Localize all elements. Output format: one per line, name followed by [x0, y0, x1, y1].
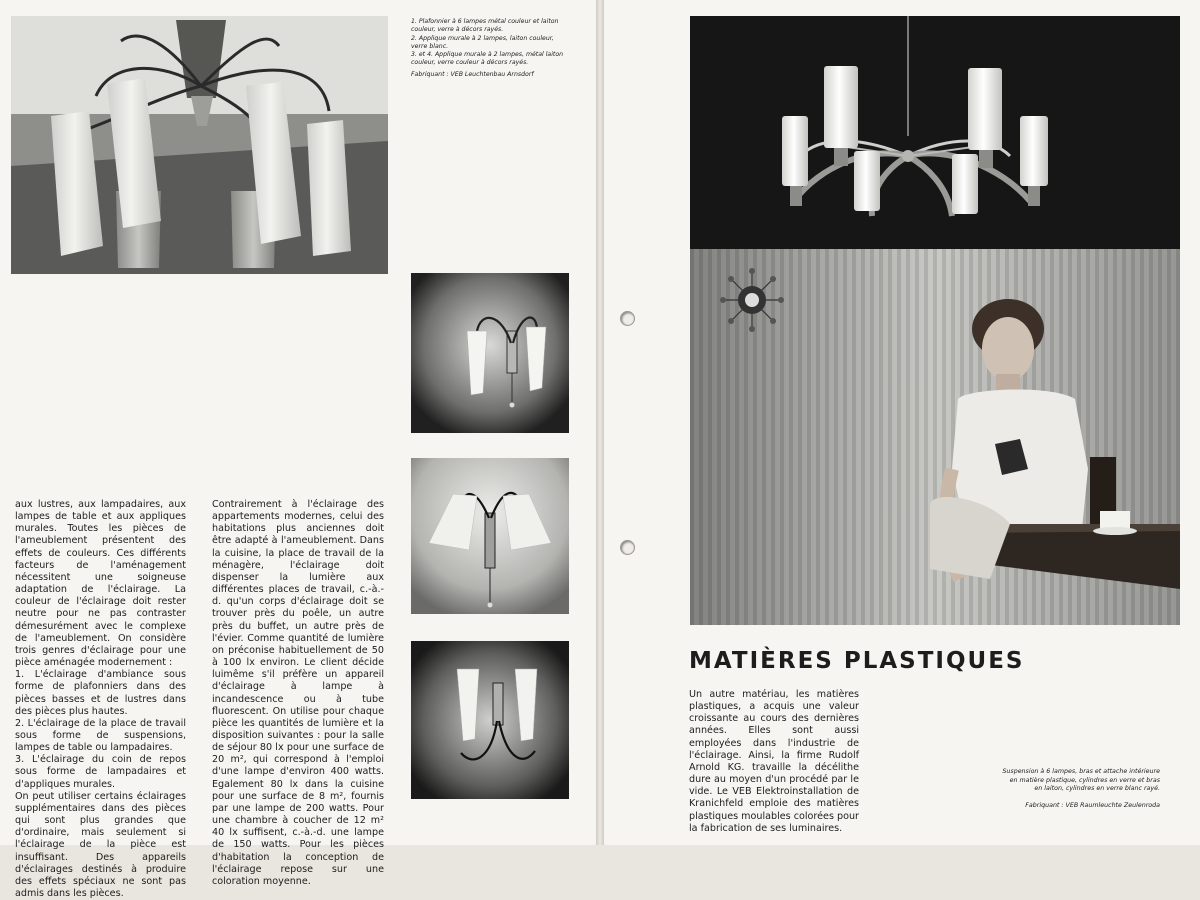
body-column-1-para-5: On peut utiliser certains éclairages supplémentaires dans des pièces qui sont plus grandes que d'ordinaire, mais seulement si l'éclairage de la pièce est insuffisant. Des appareils d'éclairages destinés à produire des effets spéciaux ne sont pas admis dans les pièces. [15, 790, 186, 899]
ceiling-lamp-photo [11, 16, 388, 274]
body-column-1-para-2: 1. L'éclairage d'ambiance sous forme de plafonniers dans des pièces basses et de lustres dans des pièces plus hautes. [15, 669, 186, 717]
caption-line-1: 1. Plafonnier à 6 lampes métal couleur et laiton couleur, verre à décors rayés. [411, 18, 559, 34]
caption-line-3: 3. et 4. Applique murale à 2 lampes, métal laiton couleur, verre couleur à décors rayés. [411, 51, 564, 67]
caption-line-2: 2. Applique murale à 2 lampes, laiton couleur, verre blanc. [411, 34, 554, 50]
body-column-2-para-1: Contrairement à l'éclairage des appartements modernes, celui des habitations plus anciennes doit être adapté à l'ameublement. Dans la cuisine, la place de travail de la ménagère, l'éclairage doit dispenser la lumière aux différentes places de travail, c.-à.-d. qu'un corps d'éclairage doit se trouver près du poêle, un autre près du buffet, un autre près de l'évier. Comme quantité de lumière on préconise habituellement de 50 à 100 lx environ. Le client décide luimême s'il préfère un appareil d'éclairage à lampe à incandescence ou à tube fluorescent. On utilise pour chaque pièce les quantités de lumière et la disposition suivantes : pour la salle de séjour 80 lx pour une surface de 20 m², qui correspond à l'emploi d'une lampe d'environ 400 watts. Egalement 80 lx dans la cuisine pour une surface de 8 m², fournis par une lampe de 200 watts. Pour une chambre à coucher de 12 m² 40 lx suffisent, c.-à.-d. une lampe de 150 watts. Pour les pièces d'habitation la conception de l'éclairage repose sur une coloration moyenne. [212, 499, 384, 887]
photo-caption-description: Suspension à 6 lampes, bras et attache intérieure en matière plastique, cylindres en verre et bras en laiton, cylindres en verre blanc rayé. [1002, 768, 1160, 792]
right-body-text [689, 689, 859, 835]
section-headline: MATIÈRES PLASTIQUES [689, 648, 1025, 674]
punch-hole-top [620, 311, 635, 326]
right-body-paragraph: Un autre matériau, les matières plastiques, a acquis une valeur croissante au cours des dernières années. Elles sont aussi employées dans l'industrie de l'éclairage. Ainsi, la firme Rudolf Arnold KG. travaille la décélithe dure au moyen d'un procédé par le vide. Le VEB Elektroinstallation de Kranichfeld emploie des matières plastiques moulables colorées pour la fabrication de ses luminaires. [689, 689, 859, 834]
interior-photo-caption [1000, 768, 1160, 810]
photo-caption-manufacturer: Fabriquant : VEB Raumleuchte Zeulenroda [1025, 801, 1160, 809]
products-caption [411, 18, 571, 79]
wall-sconce-photo-striped [411, 458, 569, 614]
caption-manufacturer: Fabriquant : VEB Leuchtenbau Arnsdorf [411, 70, 534, 78]
punch-hole-bottom [620, 540, 635, 555]
wall-sconce-photo-colored [411, 641, 569, 799]
body-column-1 [15, 499, 186, 900]
interior-photo [690, 249, 1180, 625]
wall-sconce-photo-white [411, 273, 569, 433]
left-page [0, 0, 596, 899]
chandelier-photo [690, 16, 1180, 249]
body-column-1-para-1: aux lustres, aux lampadaires, aux lampes de table et aux appliques murales. Toutes les pièces de l'ameublement présentent des effets de couleurs. Ces différents facteurs de l'aménagement nécessitent une soigneuse adaptation de l'éclairage. La couleur de l'éclairage doit rester neutre pour ne pas contraster démesurément avec le complexe de l'ameublement. On considère trois genres d'éclairage pour une pièce aménagée modernement : [15, 499, 186, 669]
body-column-1-para-4: 3. L'éclairage du coin de repos sous forme de lampadaires et d'appliques murales. [15, 754, 186, 790]
body-column-1-para-3: 2. L'éclairage de la place de travail sous forme de suspensions, lampes de table ou lampadaires. [15, 717, 186, 754]
body-column-2 [212, 499, 384, 888]
page-gutter [596, 0, 604, 845]
